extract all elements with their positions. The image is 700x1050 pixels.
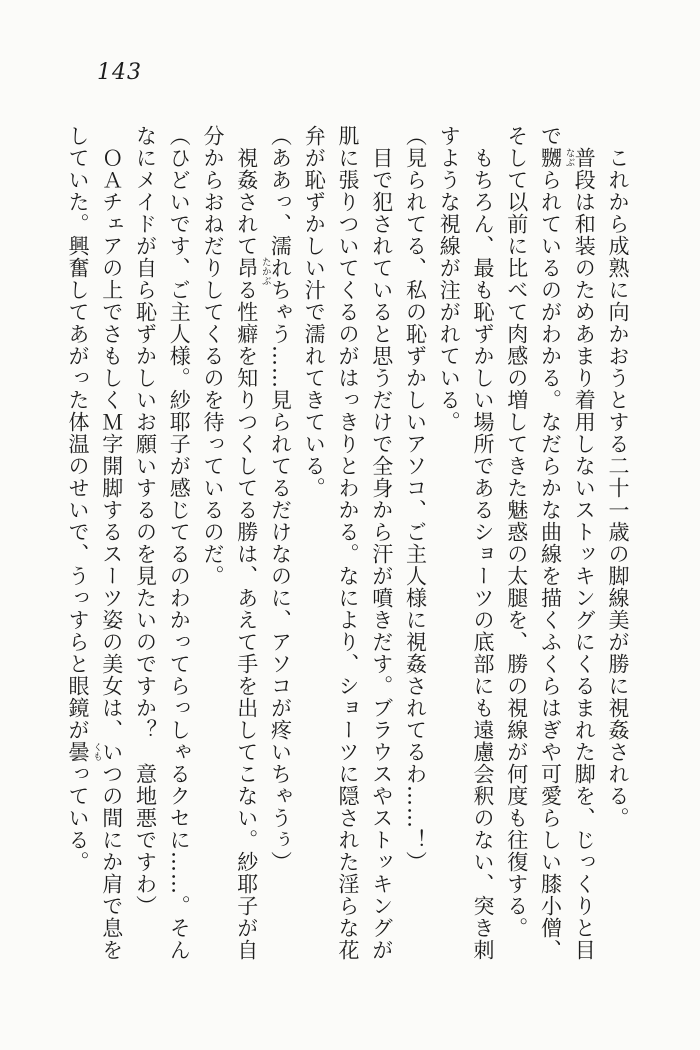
furigana-annotation: くも (91, 742, 102, 761)
text-line-5: もちろん、最も恥ずかしい場所であるショーツの底部にも遠慮会釈のない、突き刺 (471, 147, 495, 961)
text-line-8: 目で犯されていると思うだけで全身から汗が噴きだす。ブラウスやストッキングが (369, 147, 394, 961)
page-number: 143 (97, 60, 142, 85)
text-line-9: 肌に張りついてくるのがはっきりとわかる。なにより、ショーツに隠された淫らな花 (336, 125, 360, 961)
text-line-11: （ああっ、濡れちゃう……見られてるだけなのに、アソコが疼いちゃうぅ） (268, 125, 293, 873)
text-line-13: 分からおねだりしてくるのを待っているのだ。 (201, 125, 225, 587)
text-block (60, 125, 634, 965)
text-line-15: なにメイドが自ら恥ずかしいお願いするのを見たいのですか？ 意地悪ですわ） (133, 125, 158, 917)
text-line-17: していた。興奮してあがった体温のせいで、うっすらと眼鏡が曇っている。 くも (66, 125, 102, 873)
text-line-16: ＯＡチェアの上でさもしくＭ字開脚するスーツ姿の美女は、いつの間にか肩で息を (99, 147, 124, 961)
text-line-10: 弁が恥ずかしい汁で濡れてきている。 (302, 125, 327, 499)
text-line-3: で嬲られているのがわかる。なだらかな曲線を描くふくらはぎや可愛らしい膝小僧、 なぶ (538, 125, 575, 961)
furigana-annotation: たかぶ (259, 257, 271, 286)
text-line-7: （見られてる、私の恥ずかしいアソコ、ご主人様に視姦されてるわ……！） (403, 125, 428, 873)
text-line-2: 普段は和装のためあまり着用しないストッキングにくるまれた脚を、じっくりと目 (572, 147, 597, 961)
text-line-14: （ひどいです、ご主人様。紗耶子が感じてるのわかってらっしゃるクセに……。そん (167, 125, 192, 961)
text-line-4: そして以前に比べて肉感の増してきた魅惑の太腿を、勝の視線が何度も往復する。 (504, 125, 529, 939)
furigana-annotation: なぶ (563, 148, 575, 167)
text-line-12: 視姦されて昂る性癖を知りつくしてる勝は、あえて手を出してこない。紗耶子が自 たかぶ (234, 147, 271, 961)
text-line-6: すような視線が注がれている。 (437, 125, 462, 433)
text-line-1: これから成熟に向かおうとする二十一歳の脚線美が勝に視姦される。 (606, 147, 630, 829)
